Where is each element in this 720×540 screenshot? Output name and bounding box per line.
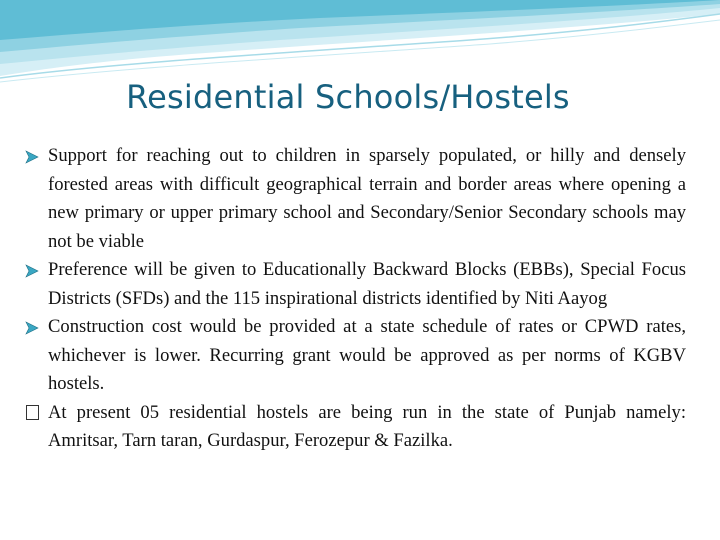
- bullet-item: [22, 399, 686, 456]
- bullet-item: [22, 256, 686, 313]
- bullet-text: Construction cost would be provided at a state schedule of rates or CPWD rates, whichever is lower. Recurring grant would be approved as per norms of KGBV hostels.: [48, 316, 686, 394]
- slide-title: Residential Schools/Hostels: [126, 78, 570, 116]
- bullet-text: Support for reaching out to children in sparsely populated, or hilly and densely forested areas with difficult geographical terrain and border areas where opening a new primary or upper primary school and Secondary/Senior Secondary schools may not be viable: [48, 145, 686, 252]
- bullet-item: [22, 313, 686, 399]
- bullet-list: [22, 142, 686, 456]
- bullet-text: Preference will be given to Educationally Backward Blocks (EBBs), Special Focus Districts (SFDs) and the 115 inspirational districts identified by Niti Aayog: [48, 259, 686, 309]
- bullet-item: [22, 142, 686, 256]
- header-wave-decoration: [0, 0, 720, 90]
- bullet-text: At present 05 residential hostels are being run in the state of Punjab namely: Amritsar, Tarn taran, Gurdaspur, Ferozepur & Fazilka.: [48, 401, 686, 451]
- box-icon: [22, 399, 46, 430]
